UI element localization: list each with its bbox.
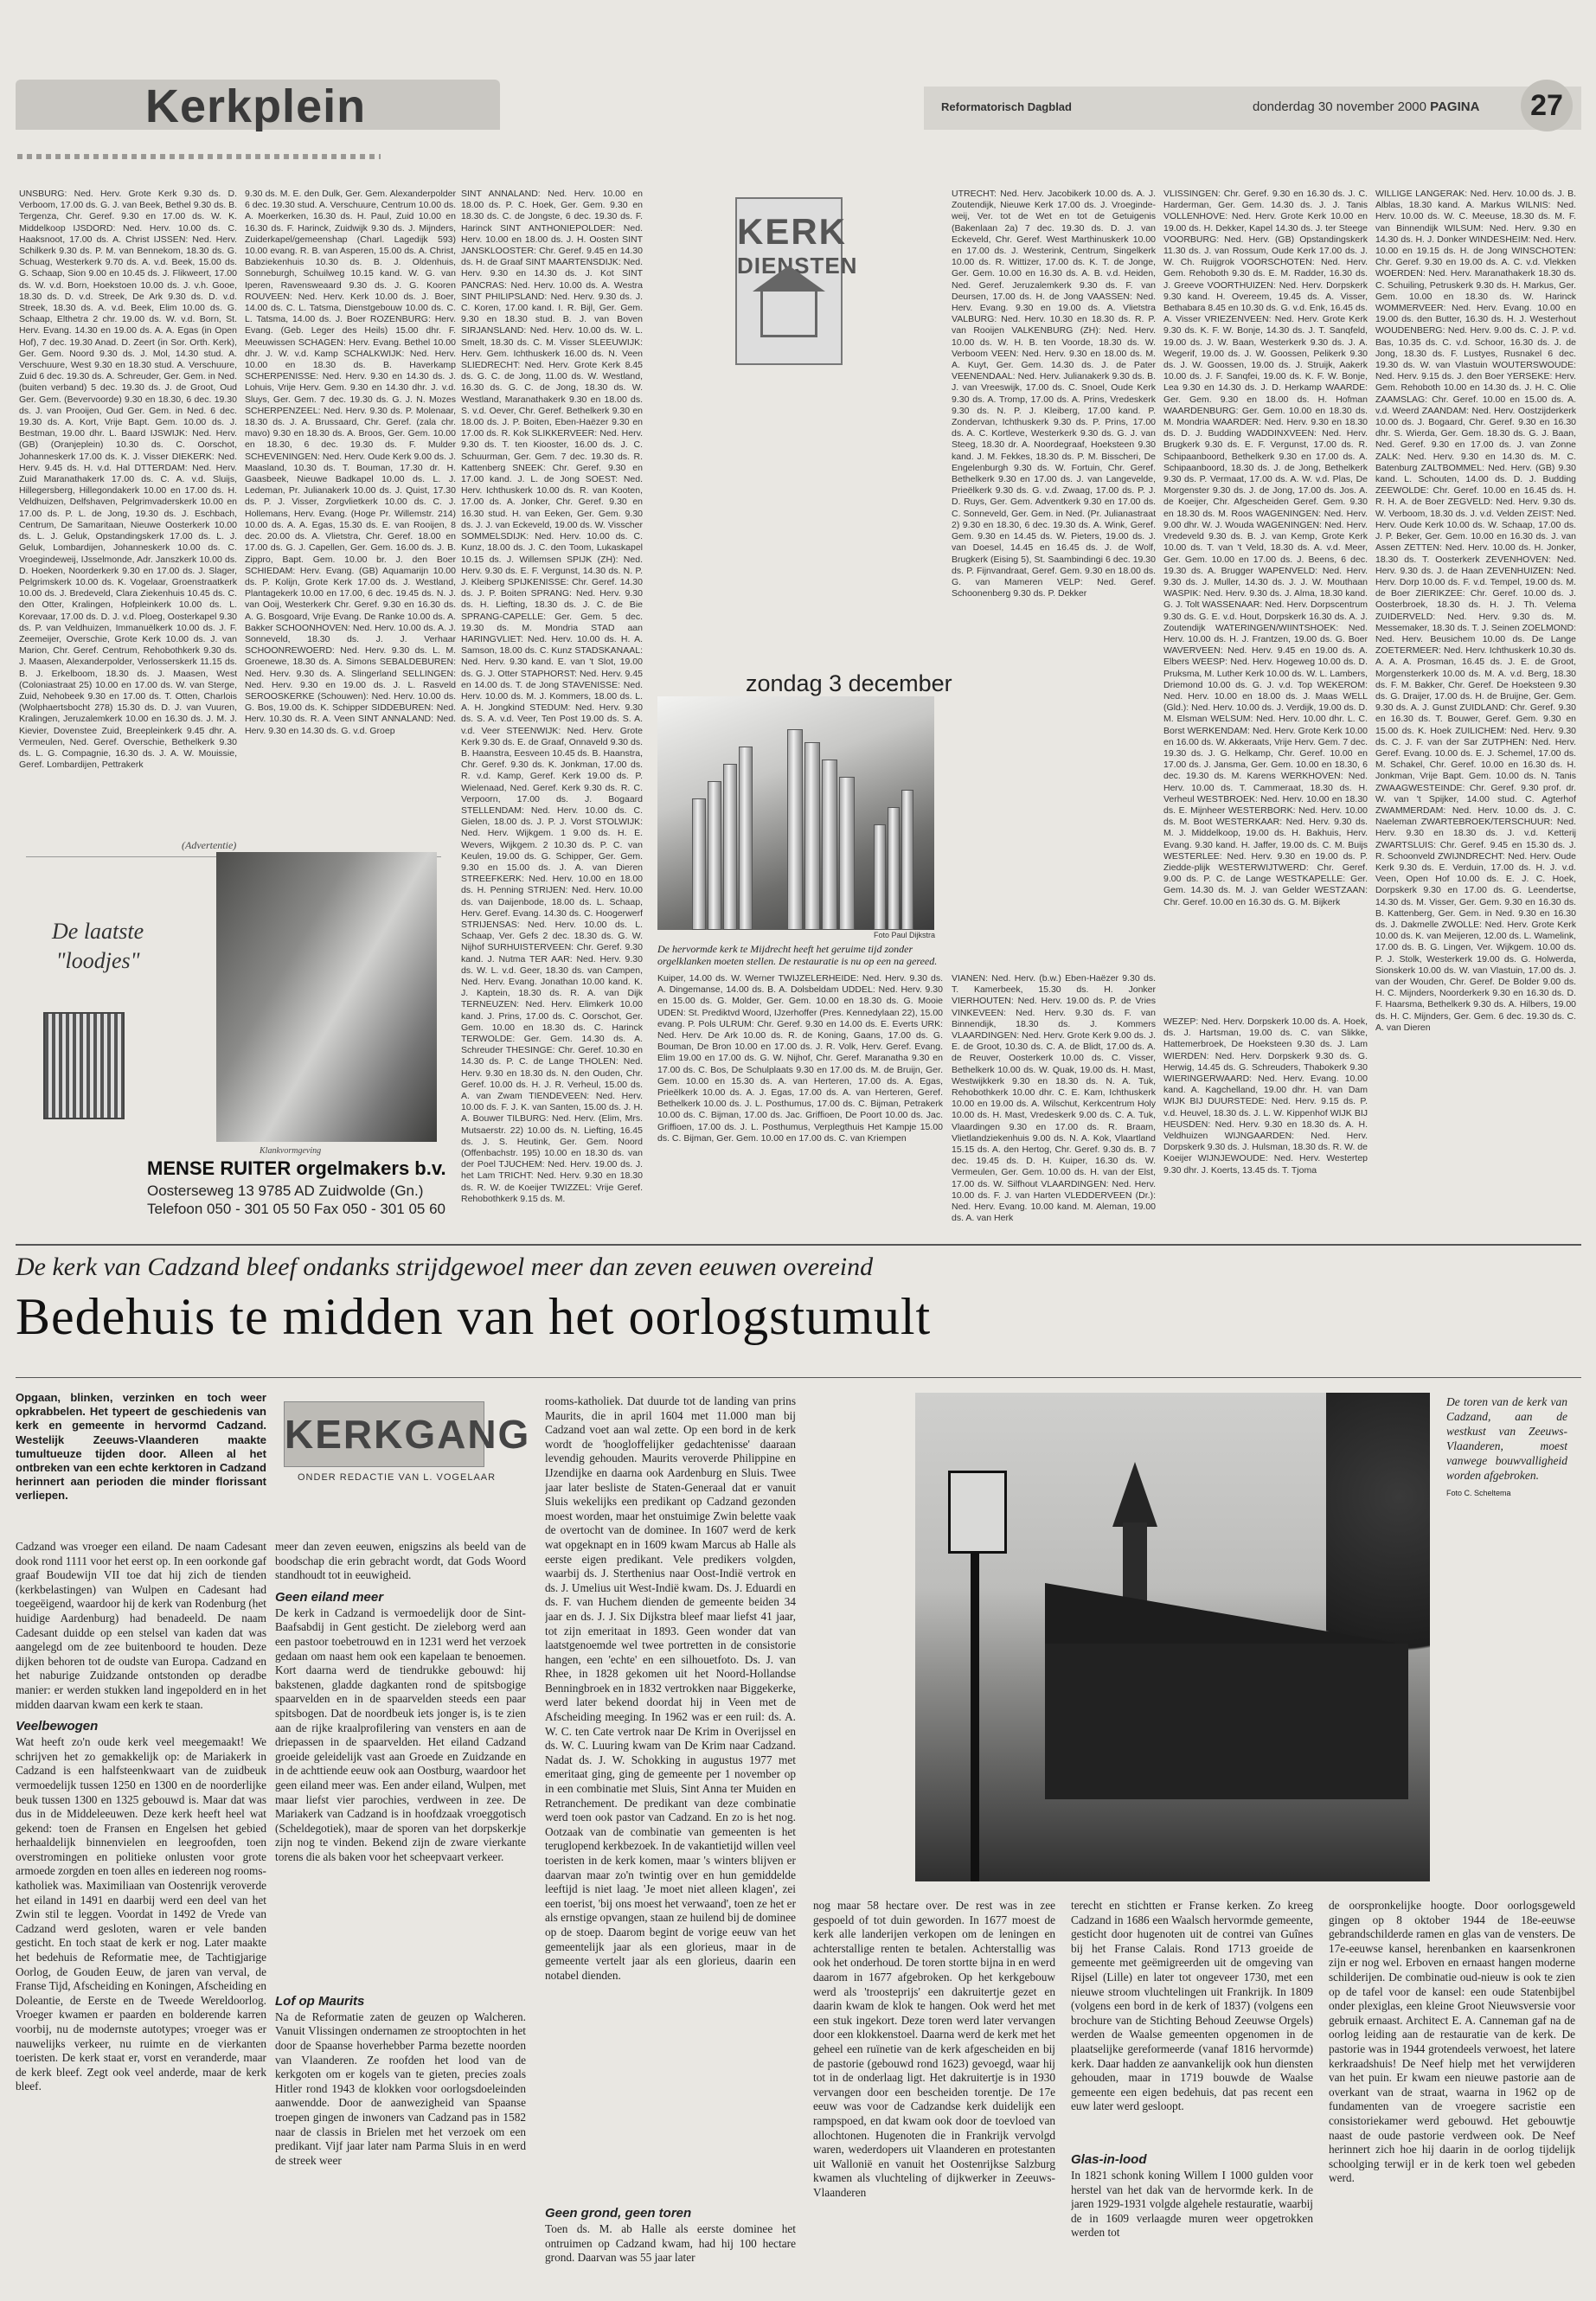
article-kicker: De kerk van Cadzand bleef ondanks strijdgewoel meer dan zeven eeuwen overeind: [16, 1253, 874, 1281]
subhead-veelbewogen: Veelbewogen: [16, 1719, 99, 1734]
masthead: [16, 61, 1581, 138]
kerkgang-title: KERKGANG: [284, 1401, 484, 1467]
advert-subline: Klankvormgeving: [260, 1146, 322, 1156]
street-lamp: [948, 1471, 1007, 1554]
listing-column-7: WILLIGE LANGERAK: Ned. Herv. 10.00 ds. J. B. Alblas, 18.30 kand. A. Markus WILNIS: Ned. Herv. 10.00 ds. W. C. Meeuse, 18.30 ds. M. F. van Binnendijk WILSUM: Ned. Herv. 9.30 en 14.30 ds. H. J. Donker WINDESHEIM: Ned. Herv. 10.00 en 19.15 ds. H. de Jong WINSCHOTEN: Chr. Geref. 9.30 en 19.00 ds. A. C. v.d. Vlekken WOERDEN: Ned. Herv. Maranathakerk 18.30 ds. C. Schuiling, Petruskerk 9.30 ds. H. Markus, Ger. Gem. 10.00 en 18.30 ds. W. Harinck WOMMERVEER: Ned. Herv. Evang. 10.00 en 19.00 ds. den Butter, 16.30 ds. H. J. Westerhout WOUDENBERG: Ned. Herv. 9.00 ds. C. J. P. v.d. Bas, 10.35 ds. C. v.d. Schoor, 16.30 ds. J. de Jong, 18.30 ds. F. Lustyes, Rusnakel 6 dec. 19.30 ds. W. van Vlastuin WOUTERSWOUDE: Ned. Herv. 9.15 ds. J. den Boer YERSEKE: Herv. Gem. Rehoboth 10.00 en 14.30 ds. J. H. C. Olie ZAAMSLAG: Chr. Geref. 10.00 en 15.00 ds. A. v.d. Weerd ZAANDAM: Ned. Herv. Oostzijderkerk 10.00 ds. J. Bogaard, Chr. Geref. 9.30 en 16.30 dhr. S. Wierda, Ger. Gem. 18.30 ds. G. J. Baan, Ned. Geref. 9.30 en 17.00 ds. J. van Zonne ZALK: Ned. Herv. 9.30 en 14.30 ds. M. C. Batenburg ZALTBOMMEL: Ned. Herv. (GB) 9.30 kand. L. Schouten, 14.00 ds. D. J. Budding ZEEWOLDE: Chr. Geref. 10.00 en 16.45 ds. H. R. H. A. de Boer ZEGVELD: Ned. Herv. 9.30 ds. W. Verboom, 18.30 ds. J. v.d. Velden ZEIST: Ned. Herv. Oude Kerk 10.00 ds. W. Schaap, 17.00 ds. J. P. Beker, Ger. Gem. 10.00 en 16.30 ds. J. van Assen ZETTEN: Ned. Herv. 10.00 ds. H. Jonker, 18.30 ds. T. Oosterkerk ZEVENHOVEN: Ned. Herv. 9.30 ds. J. de Haan ZEVENHUIZEN: Ned. Herv. Dorp 10.00 ds. F. v.d. Tempel, 19.00 ds. M. de Boer ZIERIKZEE: Chr. Geref. 10.00 ds. J. Oosterbroek, 18.30 ds. H. J. Th. Velema ZUIDERVELD: Ned. Herv. 9.30 ds. M. Messemaker, 18.30 ds. T. J. Seinen ZOELMOND: Ned. Herv. Beusichem 10.00 ds. De Lange ZOETERMEER: Ned. Herv. Ichthuskerk 10.30 ds. A. A. A. Prosman, 16.45 ds. J. E. de Groot, Morgensterkerk 10.00 ds. M. A. v.d. Berg, 18.30 ds. F. M. Bakker, Chr. Geref. De Hoeksteen 9.30 ds. G. Draijer, 17.00 ds. H. de Bruijne, Ger. Gem. 9.30 ds. A. J. Gunst ZUIDLAND: Chr. Geref. 9.30 en 16.30 ds. T. Bouwer, Geref. Gem. 9.30 en 15.00 ds. K. Hoek ZUILICHEM: Ned. Herv. 9.30 ds. C. J. F. van der Sar ZUTPHEN: Ned. Herv. Geref. Evang. 10.00 ds. E. J. Schemel, 17.00 ds. M. Schakel, Chr. Geref. 10.00 en 16.30 ds. H. Jonkman, Vrije Bapt. Gem. 10.00 ds. N. Tanis ZWAAGWESTEINDE: Chr. Geref. 9.30 prof. dr. W. van 't Spijker, 14.00 stud. C. Agterhof ZWAMMERDAM: Ned. Herv. 10.00 ds. J. C. Naeleman ZWARTEBROEK/TERSCHUUR: Ned. Herv. 9.30 en 18.30 ds. J. v.d. Ketterij ZWARTSLUIS: Chr. Geref. 9.45 en 15.30 ds. J. R. Schoonveld ZWIJNDRECHT: Ned. Herv. Oude Kerk 9.30 ds. E. Verduin, 17.00 ds. H. J. v.d. Veen, Open Hof 10.00 ds. E. J. C. Hoek, Dorpskerk 9.30 en 17.00 ds. G. Leendertse, 14.30 ds. M. Visser, Ger. Gem. 9.30 en 16.30 ds. B. Kattenberg, Ger. Gem. in Ned. 9.30 en 16.30 ds. J. Dakmelle ZWOLLE: Ned. Herv. Grote Kerk 10.00 ds. K. van Meijeren, 12.00 ds. L. Wamelink, 17.00 ds. B. G. Lingen, Ver. Wijkgem. 10.00 ds. P. J. Stolk, Westerkerk 19.00 ds. G. Holwerda, Sionskerk 10.00 ds. W. van Vlastuin, 17.00 ds. J. van der Wouden, Chr. Geref. De Bolder 9.00 ds. H. C. Mijnders, Noorderkerk 9.30 en 16.30 ds. D. F. Haarsma, Bethelkerk 9.30 ds. A. Hilbers, 19.00 ds. H. C. Mijnders, Ger. Gem. 6 dec. 19.30 ds. C. A. van Dieren: [1375, 189, 1576, 1033]
subhead-geen-grond: Geen grond, geen toren: [545, 2206, 692, 2221]
organ-photo-credit: Foto Paul Dijkstra: [874, 931, 936, 939]
paper-name: Reformatorisch Dagblad: [941, 100, 1072, 113]
organ-photo: [657, 696, 934, 930]
article-column-3: rooms-katholiek. Dat duurde tot de landing van prins Maurits, die in april 1604 met 11.000 man bij Cadzand voet aan wal zette. Op een bord in de kerk wordt de 'hoogloffelijker gedachtenisse' daaraan levendig gehouden. Maurits veroverde Philippine en IJzendijke en daarna ook Aardenburg en Sluis. Twee jaar later besliste de Staten-Generaal dat er vanuit Sluis wekelijks een predikant op Cadzand gezonden moest worden, maar het onstuimige Zwin belette vaak de overtocht van de dominee. In 1607 werd de kerk wat opgeknapt en in 1609 kwam Marcus ab Halle als eerste eigen predikant. Vele predikers volgden, waarbij ds. J. Sterthenius naar Oost-Indië vertrok en ds. J. Umelius uit West-Indië kwam. Ds. J. Eduardi en ds. F. van Huchem dienden de gemeente beiden 34 jaar en ds. J. J. Six Dijkstra bleef maar liefst 41 jaar, tot zijn emeritaat in 1893. Geen wonder dat van laatstgenoemde wel twee portretten in de consistorie hangen, een 'echte' en een silhouetfoto. Ds. J. van Rhee, in 1828 gekomen uit het Noord-Hollandse Benningbroek en in 1832 vertrokken naar Biggekerke, werd later bekend doordat hij in Veen met de Afscheiding meeging. In 1962 was er een ruil: ds. A. W. C. ten Cate vertrok naar De Krim in Overijssel en ds. W. C. Luuring kwam van De Krim naar Cadzand. Nadat ds. J. W. Schokking in augustus 1977 met emeritaat ging, ging de gemeente per 1 november op in een combinatie met Sluis, Sint Anna ter Muiden en Retranchement. De predikant van deze combinatie werd toen ook pastor van Cadzand. En zo is het nog. Ootzaak van de combinatie van gemeenten is het teruglopend kerkbezoek. In de vakantietijd willen veel toeristen in de kerk komen, maar 's winters blijven er daarvan maar zo'n twintig over en hun gemiddelde leeftijd is niet laag. 'Je moet niet alleen klagen', zei een toerist, 'bij ons moest het verwaand', toen ze het er als ernstige opvangen, staan ze huilend bij de dominee op de stoep. Daarom begint de vorige eeuw van het gemeentelijk jaar als een glorieus, maar in de gemeente vertelt jaar als een glorieus, daarin een notabel dienden. Geen grond, geen toren Toen ds. M. ab Halle als eerste dominee het ontruimen op Cadzand kwam, had hij 100 hectare grond. Daarvan was 55 jaar later: [545, 1394, 796, 2265]
listing-column-4: Kuiper, 14.00 ds. W. Werner TWIJZELERHEIDE: Ned. Herv. 9.30 ds. A. Dingemanse, 14.00 ds. B. A. Dolsbeldam UDDEL: Ned. Herv. 9.30 en 15.00 ds. G. Molder, Ger. Gem. 10.00 en 18.30 ds. G. Mooie UDEN: St. Prediktvd Woord, IJzerhoffer (Pres. Kennedylaan 22), 15.00 evang. P. Pols ULRUM: Chr. Geref. 9.30 en 14.00 ds. E. Everts URK: Ned. Herv. De Ark 10.00 ds. R. de Koning, Gaans, 17.00 ds. G. Bouman, De Bron 10.00 en 17.00 ds. J. R. Volk, Herv. Geref. Evang. Elim 19.00 en 17.00 ds. G. W. Nijhof, Chr. Geref. Maranatha 9.30 en 17.00 ds. C. Bos, De Schulplaats 9.30 en 17.00 ds. M. de Bruijn, Ger. Gem. 10.00 en 15.30 ds. A. van Herteren, 17.00 ds. A. Egas, Prieëlkerk 10.00 ds. A. J. Egas, 17.00 ds. A. van Herteren, Geref. Bethelkerk 10.00 ds. J. L. Posthumus, 17.00 ds. C. Bijman, Petrakerk 10.00 ds. C. Bijman, 17.00 ds. Jac. Griffioen, De Poort 10.00 ds. Jac. Griffioen, 17.00 ds. J. L. Posthumus, Verplegthuis Het Kampje 15.00 ds. C. Bijman, Ger. Gem. 10.00 en 17.00 ds. C. van Kriempen: [657, 973, 943, 1144]
service-date: zondag 3 december: [746, 670, 952, 696]
article-column-5: terecht en stichtten er Franse kerken. Zo kreeg Cadzand in 1686 een Waalsch hervormde gemeente, gesticht door hugenoten uit de contrei van Guînes bij het Franse Calais. Rond 1713 groeide de gemeente met geëmigreerden uit de omgeving van Rijsel (Lille) en later tot ongeveer 1730, met een nieuwe stroom vluchtelingen uit Frankrijk. In 1809 (volgens een bord in de kerk of 1837) (volgens een brochure van de Stichting Behoud Zeeuwse Orgels) werden de Waalse gemeenten opgenomen in de plaatselijke gereformeerde (vanaf 1816 hervormde) kerk. Daar hadden ze aanvankelijk ook hun diensten gehouden, maar in 1719 bouwde de Waalse gemeente een eigen bedehuis, dat pas recent een euw later werd gesloopt. Glas-in-lood In 1821 schonk koning Willem I 1000 gulden voor herstel van het dak van de hervormde kerk. In de jaren 1929-1931 volgde algehele restauratie, waarbij de in 1609 verlaagde muren weer opgetrokken werden tot: [1071, 1899, 1313, 2240]
subhead-glas-in-lood: Glas-in-lood: [1071, 2152, 1147, 2167]
listing-column-3: SINT ANNALAND: Ned. Herv. 10.00 en 18.00 ds. P. C. Hoek, Ger. Gem. 9.30 en 18.30 ds. C. de Jongste, 6 dec. 19.30 ds. F. Harinck SINT ANTHONIEPOLDER: Ned. Herv. 10.00 en 18.00 ds. J. H. Oosten SINT JANSKLOOSTER: Chr. Geref. 9.45 en 14.30 ds. H. de Graaf SINT MAARTENSDIJK: Ned. Herv. 9.30 en 14.30 ds. J. Kot SINT PANCRAS: Ned. Herv. 10.00 ds. A. Westra SINT PHILIPSLAND: Ned. Herv. 9.30 ds. J. C. Koren, 17.00 kand. I. R. Bijl, Ger. Gem. 9.30 en 18.30 stud. B. J. van Boven SIRJANSLAND: Ned. Herv. 10.00 ds. W. L. Smelt, 18.30 ds. C. M. Visser SLEEUWIJK: Herv. Gem. Ichthuskerk 16.00 ds. N. Veen SLIEDRECHT: Ned. Herv. Grote Kerk 8.45 ds. G. C. de Jong, 11.00 ds. W. Westland, 16.30 ds. G. C. de Jong, 18.30 ds. W. Westland, Maranathakerk 9.30 en 18.00 ds. S. v.d. Oever, Chr. Geref. Bethelkerk 9.30 en 18.00 ds. J. P. Boiten, Eben-Haëzer 9.30 en 17.00 ds. R. Kok SLIKKERVEER: Ned. Herv. 9.30 ds. T. ten Kiooster, 16.00 ds. J. C. Schuurman, Ger. Gem. 7 dec. 19.30 ds. R. Kattenberg SNEEK: Chr. Geref. 9.30 en 17.00 kand. J. L. de Jong SOEST: Ned. Herv. Ichthuskerk 10.00 ds. R. van Kooten, 17.00 ds. A. Jonker, Chr. Geref. 9.30 en 16.30 stud. H. van Eeken, Ger. Gem. 9.30 ds. J. J. van Eckeveld, 19.00 ds. W. Visscher SOMMELSDIJK: Ned. Herv. 10.00 ds. C. Kunz, 18.00 ds. J. C. den Toom, Lukaskapel 10.15 ds. J. Willemsen SPIJK (ZH): Ned. Herv. 9.30 ds. E. F. Vergunst, 14.30 ds. N. P. J. Kleiberg SPIJKENISSE: Chr. Geref. 14.30 ds. J. P. Boiten SPRANG: Ned. Herv. 9.30 ds. H. Liefting, 18.30 ds. J. C. de Bie SPRANG-CAPELLE: Ger. Gem. 5 dec. 19.30 ds. M. Mondria STAD aan HARINGVLIET: Ned. Herv. 10.00 ds. H. A. Samson, 18.00 ds. C. Kunz STADSKANAAL: Ned. Herv. 9.30 kand. E. van 't Slot, 19.00 ds. G. J. Otter STAPHORST: Ned. Herv. 9.45 en 14.00 ds. T. de Jong STAVENISSE: Ned. Herv. 10.00 ds. M. J. Kommers, 18.00 ds. L. A. H. Jongkind STEDUM: Ned. Herv. 9.30 ds. S. A. v.d. Veer, Ten Post 19.00 ds. S. A. v.d. Veer STEENWIJK: Ned. Herv. Grote Kerk 9.30 ds. E. de Graaf, Onnaveld 9.30 ds. B. Haanstra, Eesveen 10.45 ds. B. Haanstra, Chr. Geref. 9.30 ds. K. Jonkman, 17.00 ds. R. v.d. Kamp, Geref. Kerk 19.00 ds. P. Wielenaad, Ned. Geref. Kerk 9.30 ds. R. C. Verpoorn, 17.00 ds. J. Bogaard STELLENDAM: Ned. Herv. 10.00 ds. C. Gielen, 18.00 ds. J. P. J. Vorst STOLWIJK: Ned. Herv. Wijkgem. 1 9.00 ds. H. E. Wevers, Wijkgem. 2 10.30 ds. P. C. van Keulen, 19.00 ds. G. Schipper, Ger. Gem. 9.30 en 15.00 ds. J. A. van Dieren STREEFKERK: Ned. Herv. 10.00 en 18.00 ds. H. Penning STRIJEN: Ned. Herv. 10.00 ds. van Daijenbode, 18.00 ds. L. Schaap, Herv. Geref. Evang. 14.30 ds. C. Hoogerwerf STRIJENSAS: Ned. Herv. 10.00 ds. L. Schaap, Ver. Gefs 2 dec. 18.30 ds. G. W. Nijhof SURHUISTERVEEN: Chr. Geref. 9.30 kand. J. Nutma TER AAR: Ned. Herv. 9.30 ds. W. L. v.d. Geer, 18.30 ds. van Campen, Ned. Herv. Evang. Jonathan 10.00 kand. K. J. Kaptein, 18.30 ds. R. A. van Dijk TERNEUZEN: Ned. Herv. Elimkerk 10.00 kand. J. Prins, 17.00 ds. C. Oorschot, Ger. Gem. 10.00 en 18.30 ds. C. Harinck TERWOLDE: Ger. Gem. 14.30 ds. A. Schreuder THESINGE: Chr. Geref. 10.30 en 14.30 ds. P. C. de Lange THOLEN: Ned. Herv. 9.30 en 18.30 ds. N. den Ouden, Chr. Geref. 10.00 ds. H. J. R. Verheul, 15.00 ds. A. van Zwam TIENDEVEEN: Ned. Herv. 10.00 ds. F. J. K. van Santen, 15.00 ds. J. H. A. Bouwer TILBURG: Ned. Herv. (Elim, Mrs. Mutsaerstr. 22) 10.00 ds. N. Liefting, 16.45 ds. J. S. Heutink, Ger. Gem. Noord (Offenbachstr. 195) 10.00 en 18.30 ds. van der Poel TJUCHEM: Ned. Herv. 19.00 ds. J. het Lam TRICHT: Ned. Herv. 9.30 en 18.30 ds. R. W. de Koeijer TWIZZEL: Vrije Geref. Rehobothkerk 9.15 ds. M.: [461, 189, 643, 1204]
badge-word-diensten: DIENSTEN: [737, 253, 858, 279]
church-photo: [915, 1393, 1430, 1881]
advert-contact: Oosterseweg 13 9785 AD Zuidwolde (Gn.) Telefoon 050 - 301 05 50 Fax 050 - 301 05 60: [147, 1183, 445, 1217]
organ-builder-photo: [216, 852, 437, 1142]
subhead-geen-eiland: Geen eiland meer: [275, 1589, 384, 1605]
kerkgang-logo: [277, 1401, 536, 1503]
article-column-6: de oorspronkelijke hoogte. Door oorlogsgeweld gingen op 8 oktober 1944 de 18e-eeuwse gebrandschilderde ramen en glas van de vensters. De 17e-eeuwse kansel, herenbanken en kaarsenkronen zijn er nog wel. Erboven en ernaast hangen moderne schilderijen. De combinatie oud-nieuw is ook te zien op de tafel voor de kansel: een oude Statenbijbel onder plexiglas, een kleine Groot Nieuwsversie voor gebruik ernaast. Architect E. A. Canneman gaf na de oorlog leiding aan de restauratie van de kerk. De pastorie was in 1944 grotendeels verwoest, het latere kerkraadshuis! De Neef hielp met het verwijderen van het puin. Er kwam een nieuwe pastorie aan de overkant van de straat, waarna in 1962 op de fundamenten van de vroegere sacristie een consistoriekamer werd gebouwd. Het gebouwtje naast de oude pastorie verdween ook. De Neef herinnert zich hoe hij daarin in de oorlog tijdelijk schoolging terwijl er in de kerk toen wel gebeden werd.: [1329, 1899, 1575, 2185]
church-icon: [760, 292, 817, 337]
advert-label: (Advertentie): [182, 839, 237, 851]
kerkgang-editor: ONDER REDACTIE VAN L. VOGELAAR: [298, 1472, 497, 1483]
page-number: 27: [1521, 80, 1573, 131]
listing-column-2: 9.30 ds. M. E. den Dulk, Ger. Gem. Alexanderpolder 6 dec. 19.30 stud. A. Verschuure, Centrum 10.00 ds. A. Moerkerken, 16.30 ds. H. Paul, Zuid 10.00 en 16.30 ds. F. Harinck, Zuidwijk 9.30 ds. J. Mijnders, Zuiderkapel/gemeenshap (Charl. Lagedijk 593) 10.00 evang. R. B. van Asperen, 15.00 ds. A. Christ, Babziekenhuis 10.30 ds. B. J. Oldenhuis, Sonneburgh, Schuilweg 10.15 kand. W. G. van Iperen, Ravensweaard 9.30 ds. J. G. Kooren ROUVEEN: Ned. Herv. Kerk 10.00 ds. J. Boer, 14.00 ds. C. L. Tatsma, Dienstgebouw 10.00 ds. C. L. Tatsma, 14.00 ds. J. Boer ROZENBURG: Herv. Evang. (Geb. Leger des Heils) 15.00 dhr. F. Meeuwissen SCHAGEN: Herv. Evang. Bethel 10.00 dhr. J. W. v.d. Kamp SCHALKWIJK: Ned. Herv. 10.00 en 18.30 ds. B. Haverkamp SCHERPENISSE: Ned. Herv. 9.30 en 14.30 ds. J. Lohuis, Vrije Herv. Gem. 9.30 en 14.30 dhr. J. v.d. Sluys, Ger. Gem. 7 dec. 19.30 ds. G. J. N. Mozes SCHERPENZEEL: Ned. Herv. 9.30 ds. P. Molenaar, 18.30 ds. J. A. Brussaard, Chr. Geref. (zala chr. mavo) 9.30 en 18.30 ds. A. Broos, Ger. Gem. 10.00 en 18.30, 6 dec. 19.30 ds. F. Mulder SCHEVENINGEN: Ned. Herv. Oude Kerk 9.00 ds. J. Maasland, 10.30 ds. T. Bouman, 17.30 dr. H. Gaasbeek, Nieuwe Badkapel 10.00 ds. L. J. Ledeman, Pr. Julianakerk 10.00 ds. J. Quist, 17.30 ds. P. J. Visser, Zorgvlietkerk 10.00 ds. C. J. Hollemans, Herv. Evang. (Hoge Pr. Willemstr. 214) 10.00 ds. A. A. Egas, 15.30 ds. E. van Rooijen, 8 dec. 20.00 ds. A. Vlietstra, Chr. Geref. 18.00 en 17.00 ds. G. J. Capellen, Ger. Gem. 16.00 ds. J. B. Zippro, Bapt. Gem. 10.00 br. J. den Boer SCHIEDAM: Herv. Evang. (GB) Aquamarijn 10.00 ds. P. Kolijn, Grote Kerk 17.00 ds. J. Westland, Plantagekerk 10.00 en 17.00, 6 dec. 19.45 ds. N. J. van Ooij, Westerkerk Chr. Geref. 9.30 en 16.30 ds. A. G. Bosgoard, Vrije Evang. De Ranke 10.00 ds. A. Bakker SCHOONHOVEN: Ned. Herv. 10.00 ds. A. J. Sonneveld, 18.30 ds. J. J. Verhaar SCHOONREWOERD: Ned. Herv. 9.30 ds. L. M. Groenewe, 18.30 ds. A. Simons SEBALDEBUREN: Ned. Herv. 9.30 ds. A. Slingerland SELLINGEN: Ned. Herv. 9.30 en 19.00 ds. J. L. Rasveld SEROOSKERKE (Schouwen): Ned. Herv. 10.00 ds. G. Bos, 19.00 ds. K. Schipper SIDDEBUREN: Ned. Herv. 10.30 ds. R. A. Veen SINT ANNALAND: Ned. Herv. 9.30 en 14.30 ds. G. v.d. Groep: [245, 189, 456, 736]
church-photo-credit: Foto C. Scheltema: [1446, 1489, 1511, 1497]
article-column-2: meer dan zeven eeuwen, enigszins als beeld van de boodschap die erin gebracht wordt, dat Gods Woord standhoudt tot in eeuwigheid. Geen eiland meer De kerk in Cadzand is vermoedelijk door de Sint-Baafsabdij in Gent gesticht. De zieleborg werd aan een pastoor toebetrouwd en in 1231 werd het verzoek gedaan om naast hem ook een kapelaan te benoemen. Kort daarna werd de tiendrukke gebouwd: hij bakstenen, gladde dagkanten rond de spitsbogige spaarvelden en in de spaarvelden steeds een paar spitsbogen. Dat de noordbeuk iets jonger is, is te zien aan de rijke kraalprofilering van vensters en aan de driepassen in de spaarvelden. Het eiland Cadzand groeide geleidelijk vast aan Groede en Zuidzande en in de achttiende eeuw ook aan Oostburg, waardoor het geen eiland meer was. Een ander eiland, Wulpen, met maar liefst vier parochies, verdween in zee. De Mariakerk van Cadzand is in hoofdzaak vroeggotisch (Scheldegotiek), maar de sporen van het dorpskerkje zijn nog te vinden. Bekend zijn de zware vierkante torens die als baken voor het scheepvaart verkeer. Lof op Maurits Na de Reformatie zaten de geuzen op Walcheren. Vanuit Vlissingen ondernamen ze strooptochten in het door de Spaanse hoverhebber Parma bezette noorden van Vlaanderen. Ze roofden het lood van de kerkgoten om er kogels van te gieten, precies zoals Hitler rond 1943 de klokken voor oorlogsdoeleinden aanwendde. Door de aanwezigheid van Spaanse troepen gingen de inwoners van Cadzand pas in 1582 naar de classis in Brielen met het verzoek om een predikant. Vijf jaar later nam Parma Sluis in en werd de streek weer: [275, 1540, 526, 2167]
article-headline: Bedehuis te midden van het oorlogstumult: [16, 1288, 932, 1345]
church-photo-caption: De toren van de kerk van Cadzand, aan de westkust van Zeeuws-Vlaanderen, moest vanwege bouwvalligheid worden afgebroken. Foto C. Scheltema: [1446, 1394, 1567, 1501]
advert-slogan: De laatste "loodjes": [52, 919, 144, 973]
article-column-4: nog maar 58 hectare over. De rest was in zee gespoeld of tot duin geworden. In 1677 moest de kerk alle landerijen verkopen om de leningen en achterstallige renten te betalen. Achterstallig was ook het onderhoud. De toren stortte bijna in en werd daarom in 1677 afgebroken. Op het kerkgebouw werd als 'troosteprijs' een dakruitertje gezet en daarin kwam de klok te hangen. Ook werd het met een stuk ingekort. Deze toren werd later vervangen door een klokkenstoel. Daarna werd de kerk met het geheel een ruïnetie van de kerk afgescheiden en bij de pastorie (gebouwd rond 1623) gevoegd, waar hij tot in de onderlaag ligt. Het dakruitertje is in 1930 vervangen door een bescheiden torentje. De 17e eeuw was voor de Cadzandse kerk duidelijk een rampspoed, en dat kwam ook door de toevloed van allochtonen. Hugenoten die in Frankrijk vervolgd waren, wederdopers uit Vlaanderen en protestanten uit Wallonië en vanuit het Oostenrijkse Salzburg kwamen als vluchteling of dijkwerker in Zeeuws-Vlaanderen: [813, 1899, 1055, 2199]
masthead-bar: [924, 87, 1581, 130]
issue-date: donderdag 30 november 2000 PAGINA: [1253, 99, 1480, 114]
subhead-lof-op-maurits: Lof op Maurits: [275, 1993, 365, 2009]
advert-company: MENSE RUITER orgelmakers b.v.: [147, 1157, 446, 1179]
organ-caption: De hervormde kerk te Mijdrecht heeft het geruime tijd zonder orgelklanken moeten stellen. De restauratie is nu op een na gereed.: [657, 943, 938, 967]
listing-column-6b: WEZEP: Ned. Herv. Dorpskerk 10.00 ds. A. Hoek, ds. J. Hartsman, 19.00 ds. C. van Slikke, Hattemerbroek, De Hoeksteen 9.30 ds. J. Lam WIERDEN: Ned. Herv. Dorpskerk 9.30 ds. G. Herwig, 14.45 ds. G. Schreuders, Thabokerk 9.30 WIERINGERWAARD: Ned. Herv. Evang. 10.00 kand. A. Kagchelland, 19.00 dhr. H. van Dam WIJK BIJ DUURSTEDE: Ned. Herv. 9.15 ds. P. v.d. Heuvel, 18.30 ds. J. L. W. Kippenhof WIJK BIJ HEUSDEN: Ned. Herv. 9.30 en 18.30 ds. A. H. Veldhuizen WIJNGAARDEN: Ned. Herv. Dorpskerk 9.30 ds. J. Hulsman, 18.30 ds. R. W. de Koeijer WIJNJEWOUDE: Ned. Herv. Westertep 9.30 dhr. J. Koerts, 13.45 ds. T. Tjoma: [1163, 1016, 1368, 1176]
article-column-1: Cadzand was vroeger een eiland. De naam Cadesant dook rond 1111 voor het eerst op. In een oorkonde gaf graaf Boudewijn VII toe dat hij zich de tienden (kerkbelastingen) van Wulpen en Cadesant had toegeëigend, waardoor hij de kerk van Rodenburg (het huidige Aardenburg) had benadeeld. De naam Cadesant duidde op een stelsel van kaden dat was aangelegd om de zee buitenboord te houden. Deze dijken behoren tot de oudste van Europa. Cadzand en het naburige Zuidzande ontstonden op deradbe manier: er werden stukken land ingepolderd en in het midden daarvan kwam een kerk te staan. Veelbewogen Wat heeft zo'n oude kerk veel meegemaakt! We schrijven het zo gemakkelijk op: de Mariakerk in Cadzand is een halfsteenkwaart van de zuidbeuk vermoedelijk tussen 1250 en 1300 en de noorderlijke beuk tussen 1300 en 1325 gebouwd is. Maar dat was dus in de Middeleeuwen. Deze kerk heeft heel wat gekend: toen de Fransen en Engelsen het gebied herhaaldelijk binnenvielen en leegroofden, toen overstromingen en politieke onlusten voor grote armoede zorgden en toen alles en iedereen nog rooms-katholiek was. Maximiliaan van Oostenrijk veroverde het eiland in 1491 en daarbij werd een deel van het Zwin stil te leggen. Voordat in 1492 de Vrede van Cadzand werd gesloten, waren er vele banden gesticht. En toch staat de kerk er nog. Later maakte het bedehuis de Reformatie mee, de Tachtigjarige Oorlog, de Gouden Eeuw, de jaren van verval, de Franse Tijd, Afscheiding en Koningen, Afscheiding en Doleantie, de Eerste en de Tweede Wereldoorlog. Vroeger kwamen er paarden en bolderende karren voorbij, nu de modernste autotypes; vroeger was er nauwelijks verkeer, nu ruimte en de vierkanten toeristen. De kerk staat er, vorst en veranderde, maar de kerk bleef. Zegt ook veel anderde, maar de kerk bleef.: [16, 1540, 266, 2093]
listing-column-1: UNSBURG: Ned. Herv. Grote Kerk 9.30 ds. D. Verboom, 17.00 ds. G. J. van Beek, Bethel 9.30 ds. B. Tergenza, Chr. Geref. 9.30 en 17.00 ds. W. K. Middelkoop IJSDORD: Ned. Herv. 10.00 ds. C. Haaksnoot, 17.00 ds. A. Christ IJSSEN: Ned. Herv. Schilkerk 9.30 ds. P. M. van Bennekom, 18.30 ds. G. Schuag, Westerkerk 9.70 ds. A. v.d. Beek, 15.00 ds. G. Schaap, Sion 9.00 en 10.45 ds. J. Flikweert, 17.00 ds. W. v.d. Born, Hoekstoen 10.00 ds. J. v.h. Gooe, 18.30 ds. D. v.d. Streek, De Ark 9.30 ds. D. v.d. Streek, 18.30 ds. A. v.d. Beek, Elim 10.00 ds. G. Schaap, Elthetra 2 chr. 19.00 ds. W. v.d. Born, St. Herv. Evang. 14.30 en 19.00 ds. A. A. Egas (in Open Hof), 7 dec. 19.30 Anad. D. Zeert (in Sor. Orth. Kerk), Ger. Gem. Noord 9.30 ds. J. Mol, 14.30 stud. A. Verschuure, West 9.30 en 18.30 stud. A. Verschuure, Zuid 6 dec. 19.30 ds. A. Schreuder, Ger. Gem. in Ned. (buiten verband) 5 dec. 19.30 ds. J. de Groot, Oud Ger. Gem. (Bevervoorde) 9.30 en 18.30, 6 dec. 19.30 ds. J. van Prooijen, Oud Ger. Gem. in Ned. 6 dec. 19.30 ds. A. Kort, Vrije Bapt. Gem. 10.00 ds. J. Bestman, 19.00 dhr. L. Baard IJSWIJK: Ned. Herv. (GB) (Oranjeplein) 10.30 ds. C. Oorschot, Johanneskerk 17.00 ds. K. J. Visser DIEKERK: Ned. Herv. 9.45 ds. H. v.d. Hal DTTERDAM: Ned. Herv. Zuid Maranathakerk 17.00 ds. C. A. v.d. Sluijs, Hillegersberg, Hillegondakerk 10.00 en 17.00 ds. H. Veldhuizen, Delfshaven, Pelgrimvaderskerk 10.00 en 17.00 ds. P. L. de Jong, 19.30 ds. J. Eschbach, Centrum, De Samaritaan, Nieuwe Oosterkerk 10.00 ds. L. J. Geluk, Opstandingskerk 17.00 ds. L. J. Geluk, Lombardijen, Johanneskerk 10.00 ds. C. Vroegindeweij, IJsselmonde, Adr. Janszkerk 10.00 ds. D. Hoeken, Noorderkerk 9.30 en 17.00 ds. J. Slager, Pelgrimskerk 10.00 ds. K. Vogelaar, Groenstraatkerk 10.00 ds. J. Bredeveld, Clara Ziekenhuis 10.45 ds. C. den Otter, Kralingen, Hofpleinkerk 10.00 ds. L. Korevaar, 17.00 ds. D. J. v.d. Ploeg, Oosterkapel 9.30 ds. P. van Veldhuizen, Immanuëlkerk 10.00 ds. J. F. Zeemeijer, Overschie, Grote Kerk 10.00 ds. J. van Marion, Chr. Geref. Centrum, Rehobothkerk 9.30 ds. J. Maasen, Alexanderpolder, Verlosserskerk 11.15 ds. B. J. Erkelboom, 18.30 ds. J. Maasen, West (Coloniastraat 25) 10.00 en 17.00 ds. W. van Sterge, Zuid, Nehobeek 9.30 en 17.00 ds. T. Otten, Charlois (Wolphaertsbocht 278) 15.30 ds. D. J. van Vuuren, Kralingen, Jeruzalemkerk 10.00 en 16.30 ds. J. M. J. Kievier, Dovenstee Zuid, Breepleinkerk 9.45 dhr. A. Vermeulen, Ned. Geref. Overschie, Bethelkerk 9.30 ds. L. G. Compagnie, 16.30 ds. J. A. W. Mouissie, Geref. Lombardijen, Pettrakerk: [19, 189, 237, 771]
listing-column-5: UTRECHT: Ned. Herv. Jacobikerk 10.00 ds. A. J. Zoutendijk, Nieuwe Kerk 17.00 ds. J. Vroegindeweij, Ver. tot de Wet en tot de Getuigenis (Bakenlaan 2a) 7 dec. 19.30 ds. D. J. van Eckeveld, Chr. Geref. West Marthinuskerk 10.00 en 17.00 ds. J. Westerink, Centrum, Singelkerk 10.00 ds. R. Wittizer, 17.00 ds. K. T. de Jonge, Ger. Gem. 10.00 en 16.30 ds. A. B. v.d. Heiden, Ned. Geref. Jeruzalemkerk 9.30 ds. F. van Deursen, 17.00 ds. H. de Jong VAASSEN: Ned. Herv. Evang. 9.30 en 19.00 ds. A. Vlietstra VALBURG: Ned. Herv. 10.30 en 18.30 ds. R. P. van Rooijen VALKENBURG (ZH): Ned. Herv. 10.00 ds. W. H. B. ten Voorde, 18.30 ds. W. Verboom VEEN: Ned. Herv. 9.30 en 18.00 ds. M. A. Kuyt, Ger. Gem. 14.30 ds. J. de Pater VEENENDAAL: Ned. Herv. Julianakerk 9.30 ds. B. J. van Vreeswijk, 17.00 ds. C. Snoel, Oude Kerk 9.30 ds. A. Tromp, 17.00 ds. A. Prins, Vredeskerk 9.30 ds. N. P. J. Kleiberg, 17.00 kand. P. Zondervan, Ichthuskerk 9.30 ds. P. Prins, 17.00 ds. A. C. Kortleve, Westerkerk 9.30 ds. G. J. van Steeg, 18.30 dr. A. Noordegraaf, Hoeksteen 9.30 kand. J. M. Fekkes, 18.30 ds. P. M. Bisscheri, De Engelenburgh 9.30 ds. W. Fortuin, Chr. Geref. Bethelkerk 9.30 en 17.00 ds. J. van Langevelde, Prieëlkerk 9.30 ds. G. v.d. Zwaag, 17.00 ds. P. J. D. Ruys, Ger. Gem. Adventkerk 9.30 en 17.00 ds. C. Sonneveld, Ger. Gem. in Ned. (Pr. Julianastraat 2) 9.30 en 18.30, 6 dec. 19.30 ds. A. Wink, Geref. Gem. 9.30 en 14.45 ds. W. Pieters, 19.00 ds. J. van Doesel, 14.45 en 16.45 ds. J. de Wolf, Brugkerk (Eising 5), St. Saambindingi 6 dec. 19.30 ds. P. Fijnvandraat, Geref. Gem. 9.30 en 18.00 ds. G. van Mameren VELP: Ned. Geref. Schoonenberg 9.30 ds. P. Dekker: [952, 189, 1156, 599]
listing-column-5b: VIANEN: Ned. Herv. (b.w.) Eben-Haëzer 9.30 ds. T. Kamerbeek, 15.30 ds. H. Jonker VIERHOUTEN: Ned. Herv. 19.00 ds. P. de Vries VINKEVEEN: Ned. Herv. 9.30 ds. F. van Binnendijk, 18.30 ds. J. Kommers VLAARDINGEN: Ned. Herv. Grote Kerk 9.00 ds. J. E. de Groot, 10.30 ds. C. A. de Blidt, 17.00 ds. A. de Reuver, Oosterkerk 10.00 ds. C. Visser, Bethelkerk 10.00 ds. W. Quak, 19.00 ds. H. Mast, Westwijkkerk 9.30 en 18.30 ds. N. A. Tuk, Rehobothkerk 10.00 dhr. C. E. Kam, Ichthuskerk 10.00 en 19.00 ds. A. Wilschut, Kerkcentrum Holy 10.00 ds. H. Mast, Vredeskerk 9.00 ds. C. A. Tuk, Vlaardingen 9.30 en 17.00 ds. R. Braam, Vlietlandziekenhuis 9.00 ds. N. A. Kok, Vlaartland 15.15 ds. A. den Hertog, Chr. Geref. 9.30 ds. B. 7 dec. 19.45 ds. D. H. Kuiper, 16.30 ds. W. Vermeulen, Ger. Gem. 10.00 ds. H. van der Elst, 17.00 ds. W. Silfhout VLAARDINGEN: Ned. Herv. 10.00 ds. F. J. van Harten VLEDDERVEEN (Dr.): Ned. Herv. Evang. 10.00 kand. M. Aleman, 19.00 ds. A. van Herk: [952, 973, 1156, 1224]
dotted-rule: [17, 154, 381, 159]
article-intro: Opgaan, blinken, verzinken en toch weer opkrabbelen. Het typeert de geschiedenis van kerk en gemeente in hervormd Cadzand. Westelijk Zeeuws-Vlaanderen maakte tumultueuze tijden door. Alleen al het ontbreken van een echte kerktoren in Cadzand herinnert aan perioden die minder florissant verliepen.: [16, 1391, 266, 1503]
organ-drawing-icon: [43, 1012, 125, 1119]
lamp-post: [971, 1548, 979, 1881]
section-divider: [16, 1244, 1581, 1246]
kerkdiensten-badge: [735, 197, 858, 365]
listing-column-6: VLISSINGEN: Chr. Geref. 9.30 en 16.30 ds. J. C. Harderman, Ger. Gem. 14.30 ds. J. J. Tanis VOLLENHOVE: Ned. Herv. Grote Kerk 10.00 en 19.00 ds. H. Dekker, Kapel 14.30 ds. J. ter Steege VOORBURG: Ned. Herv. (GB) Opstandingskerk 11.30 ds. J. van Rossum, Oude Kerk 17.00 ds. J. W. Ch. Ruijgrok VOORSCHOTEN: Ned. Herv. Gem. Rehoboth 9.30 ds. E. M. Radder, 16.30 ds. J. Greeve VOORTHUIZEN: Ned. Herv. Dorpskerk 9.30 kand. H. Overeem, 19.45 ds. A. Visser, Bethabara 8.45 en 10.30 ds. G. v.d. Enk, 16.45 ds. A. Visser VRIEZENVEEN: Ned. Herv. Grote Kerk 9.30 ds. K. F. W. Bonje, 14.30 ds. J. T. Sanqfeld, 19.00 ds. J. W. Baan, Westerkerk 9.30 ds. J. A. Wegerif, 19.00 ds. J. W. Goossen, Pelikerk 9.30 ds. J. W. Goossen, 19.00 ds. J. Struijk, Aakerk 10.00 ds. J. F. Sanqfei, 19.00 ds. K. F. W. Bonje, Lea 9.30 en 14.30 ds. J. D. Herkamp WAARDE: Ger. Gem. 9.30 en 18.00 ds. H. Hofman WAARDENBURG: Ger. Gem. 10.00 en 18.30 ds. M. Mondria WAARDER: Ned. Herv. 9.30 en 18.30 ds. D. J. Budding WADDINXVEEN: Ned. Herv. Brugkerk 9.30 ds. E. F. Vergunst, 17.00 ds. R. Schipaanboord, Bethelkerk 9.30 en 17.00 ds. A. Schipaanboord, 18.30 ds. J. de Jong, Bethelkerk 9.30 ds. P. Vermaat, 17.00 ds. A. W. v.d. Plas, De Morgenster 9.30 ds. J. de Jong, 17.00 ds. Jos. A. de Koeijer, Chr. Afgescheiden Geref. Gem. 9.30 en 18.30 ds. M. Roos WAGENINGEN: Ned. Herv. 9.00 dhr. W. J. Wouda WAGENINGEN: Ned. Herv. Vredeveld 9.30 ds. B. J. van Kemp, Grote Kerk 10.00 ds. T. van 't Veld, 18.30 ds. A. v.d. Meer, Ger. Gem. 10.00 en 17.00 ds. J. Beens, 6 dec. 19.30 ds. A. Brugger WAPENVELD: Ned. Herv. 9.30 ds. J. Muller, 14.30 ds. J. J. W. Mouthaan WASPIK: Ned. Herv. 9.30 ds. J. Alma, 18.30 kand. G. J. Tolt WASSENAAR: Ned. Herv. Dorpscentrum 9.30 ds. G. E. v.d. Hout, Dorpskerk 16.30 ds. A. J. Zoutendijk WATERINGEN/WIINTSHOEK: Ned. Herv. 10.00 ds. H. J. Frantzen, 19.00 ds. G. Boer WAVERVEEN: Ned. Herv. 9.45 en 19.00 ds. A. Elbers WEESP: Ned. Herv. Hogeweg 10.00 ds. D. Pruksma, M. Luther Kerk 10.00 ds. W. L. Lambers, Driemond 10.00 ds. G. J. v.d. Top WEKEROM: Ned. Herv. 10.00 en 18.00 ds. J. Maas WELL (Gld.): Ned. Herv. 10.00 ds. J. Verdijk, 19.00 ds. D. M. Elsman WELSUM: Ned. Herv. 10.00 dhr. L. C. Borst WERKENDAM: Ned. Herv. Grote Kerk 10.00 en 16.00 ds. W. Akkeraats, Vrije Herv. Gem. 7 dec. 19.30 ds. J. G. Helkamp, Chr. Geref. 10.00 en 17.00 ds. J. Jansma, Ger. Gem. 10.00 en 18.30, 6 dec. 19.30 ds. M. Karens WERKHOVEN: Ned. Herv. 10.00 ds. T. Cammeraat, 18.30 ds. H. Verheul WESTBROEK: Ned. Herv. 10.00 en 18.30 ds. E. Mijnheer WESTERBORK: Ned. Herv. 10.00 ds. M. Boot WESTERKAAR: Ned. Herv. 9.30 ds. M. J. Middelkoop, 19.00 ds. H. Bakhuis, Herv. Evang. 9.30 kand. H. Jaffer, 19.00 ds. C. M. Buijs WESTERLEE: Ned. Herv. 9.30 en 19.00 ds. P. Ziedde-plijk WESTERWIJTWERD: Chr. Geref. 9.00 ds. P. C. de Lange WESTKAPELLE: Ger. Gem. 14.30 ds. M. J. van Gelder WESTZAAN: Chr. Geref. 10.00 en 16.30 ds. G. M. Bijkerk: [1163, 189, 1368, 907]
headline-rule: [16, 1377, 1581, 1378]
section-title: Kerkplein: [145, 80, 367, 132]
badge-word-kerk: KERK: [737, 211, 848, 252]
